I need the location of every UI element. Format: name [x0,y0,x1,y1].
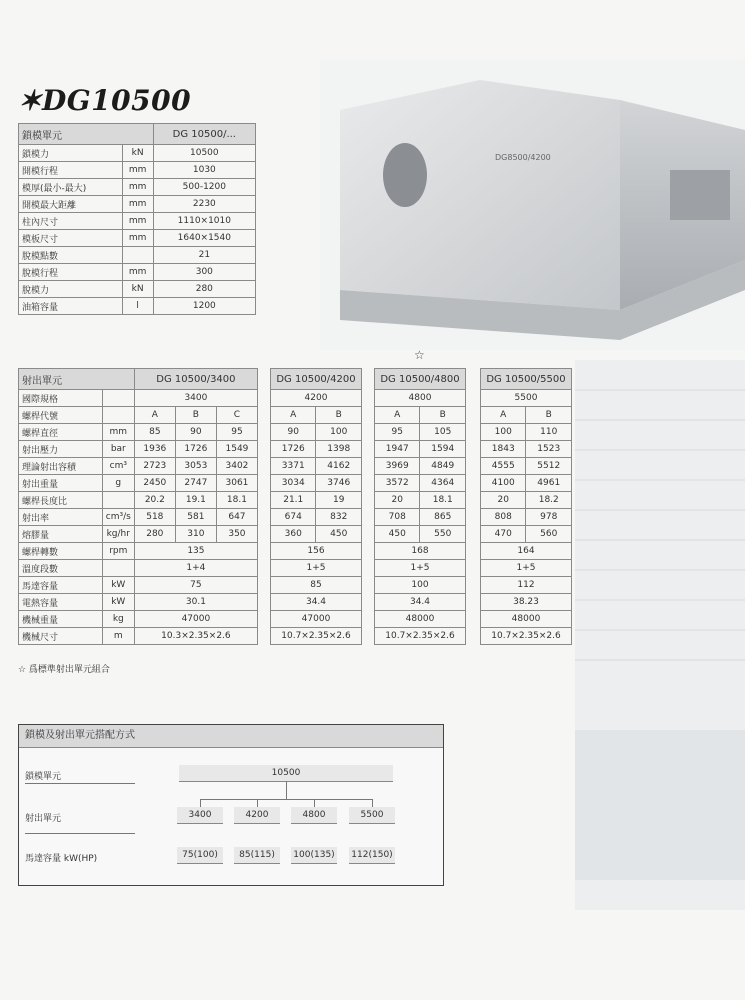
table-row [481,560,572,577]
row-unit: kg/hr [102,526,134,543]
table-row [19,594,258,611]
row-value: 135 [134,543,257,560]
row-unit: cm³/s [102,509,134,526]
table-row [19,526,258,543]
row-value: 470 [481,526,526,543]
row-value: 1726 [175,441,216,458]
row-value: 4555 [481,458,526,475]
row-unit: mm [122,162,153,179]
row-unit: mm [122,196,153,213]
row-label: 開模最大距離 [19,196,123,213]
table-row [19,390,258,407]
row-value: 5500 [481,390,572,407]
row-value: 3034 [271,475,316,492]
row-value: 10.3×2.35×2.6 [134,628,257,645]
row-value: 450 [375,526,420,543]
combo-motor-label: 馬達容量 kW(HP) [25,854,98,864]
row-value: 300 [153,264,255,281]
row-value: 48000 [375,611,466,628]
table-row [271,492,362,509]
table-row [375,390,466,407]
row-label: 螺桿代號 [19,407,103,424]
table-row [481,475,572,492]
row-value: 100 [316,424,362,441]
row-value: 1726 [271,441,316,458]
row-value: 105 [420,424,466,441]
row-value: 20 [481,492,526,509]
row-value: 20.2 [134,492,175,509]
row-unit: rpm [102,543,134,560]
row-unit: cm³ [102,458,134,475]
row-value: 10.7×2.35×2.6 [271,628,362,645]
table-row [375,628,466,645]
table-row [481,492,572,509]
table-row [271,441,362,458]
row-value: 865 [420,509,466,526]
divider [25,833,135,834]
table-row [19,492,258,509]
table-row [481,594,572,611]
table-row [481,424,572,441]
table-row [19,162,256,179]
row-value: A [271,407,316,424]
row-value: 1947 [375,441,420,458]
row-unit [122,247,153,264]
row-value: 3572 [375,475,420,492]
row-unit: mm [122,230,153,247]
row-value: C [216,407,257,424]
row-label: 螺桿長度比 [19,492,103,509]
table-row [375,509,466,526]
table-row [271,458,362,475]
row-value: 1549 [216,441,257,458]
row-value: 95 [375,424,420,441]
row-value: 2450 [134,475,175,492]
row-value: 1398 [316,441,362,458]
table-row [271,424,362,441]
row-value: 75 [134,577,257,594]
table-row [375,458,466,475]
combination-panel [18,724,444,886]
table-row [19,543,258,560]
row-unit: kW [102,594,134,611]
row-value: 10.7×2.35×2.6 [375,628,466,645]
table-row [271,611,362,628]
row-label: 理論射出容積 [19,458,103,475]
row-value: 85 [134,424,175,441]
table-row [19,475,258,492]
machine-photo [320,60,745,350]
machine-label: DG8500/4200 [495,153,551,162]
row-value: 1+5 [375,560,466,577]
row-label: 脫模力 [19,281,123,298]
injection-table-4200 [270,368,362,645]
row-unit: mm [102,424,134,441]
row-value: A [375,407,420,424]
row-value: 1843 [481,441,526,458]
row-value: 1+5 [481,560,572,577]
clamp-table [18,123,256,315]
model-header: DG 10500/5500 [481,369,572,390]
row-value: 3746 [316,475,362,492]
connector [200,799,201,807]
row-unit: kg [102,611,134,628]
row-unit: bar [102,441,134,458]
table-header [19,369,258,390]
table-row [375,560,466,577]
row-label: 電熱容量 [19,594,103,611]
row-label: 馬達容量 [19,577,103,594]
row-value: 500-1200 [153,179,255,196]
model-header: DG 10500/3400 [134,369,257,390]
row-value: 1640×1540 [153,230,255,247]
row-value: 3061 [216,475,257,492]
row-value: 647 [216,509,257,526]
row-value: 708 [375,509,420,526]
table-row [271,594,362,611]
row-unit: kN [122,145,153,162]
connector [286,781,287,799]
faded-background-table [575,360,745,910]
row-value: 4849 [420,458,466,475]
footnote: ☆ 爲標準射出單元組合 [18,665,110,675]
row-label: 機械重量 [19,611,103,628]
connector [372,799,373,807]
combo-motor-value: 112(150) [349,847,395,864]
table-row [19,424,258,441]
row-value: 4100 [481,475,526,492]
row-value: 560 [526,526,572,543]
row-label: 油箱容量 [19,298,123,315]
table-row [375,543,466,560]
row-label: 機械尺寸 [19,628,103,645]
combo-clamp-label: 鎖模單元 [25,772,62,782]
row-label: 模板尺寸 [19,230,123,247]
table-row [19,196,256,213]
table-row [271,509,362,526]
row-label: 國際規格 [19,390,103,407]
row-value: 360 [271,526,316,543]
row-value: 581 [175,509,216,526]
row-value: 34.4 [375,594,466,611]
table-row [375,475,466,492]
table-row [19,247,256,264]
row-unit: mm [122,179,153,196]
table-row [481,458,572,475]
injection-header-label: 射出單元 [19,369,135,390]
row-value: 38.23 [481,594,572,611]
row-value: 1+4 [134,560,257,577]
table-row [19,298,256,315]
table-row [375,407,466,424]
row-value: 34.4 [271,594,362,611]
row-value: 4200 [271,390,362,407]
row-label: 射出壓力 [19,441,103,458]
table-header [375,369,466,390]
row-value: 4961 [526,475,572,492]
row-value: 450 [316,526,362,543]
row-label: 脫模點數 [19,247,123,264]
row-value: 10.7×2.35×2.6 [481,628,572,645]
row-value: 20 [375,492,420,509]
row-value: 47000 [134,611,257,628]
row-label: 螺桿直徑 [19,424,103,441]
row-unit: m [102,628,134,645]
row-unit [102,407,134,424]
row-unit: g [102,475,134,492]
combo-clamp-value: 10500 [179,765,393,782]
table-row [375,594,466,611]
combo-inject-value: 4800 [291,807,337,824]
row-value: 95 [216,424,257,441]
clamp-header-label: 鎖模單元 [19,124,154,145]
table-row [375,611,466,628]
injection-table-4800 [374,368,466,645]
row-value: 1200 [153,298,255,315]
row-value: 832 [316,509,362,526]
row-value: 1936 [134,441,175,458]
table-row [481,407,572,424]
table-row [375,526,466,543]
row-value: 3053 [175,458,216,475]
row-label: 射出重量 [19,475,103,492]
table-row [19,509,258,526]
row-value: 90 [271,424,316,441]
row-value: 3371 [271,458,316,475]
row-value: 3969 [375,458,420,475]
row-value: 808 [481,509,526,526]
row-label: 溫度段數 [19,560,103,577]
combo-motor-value: 85(115) [234,847,280,864]
table-row [271,560,362,577]
row-value: 1+5 [271,560,362,577]
row-label: 熔膠量 [19,526,103,543]
row-value: 47000 [271,611,362,628]
row-unit: mm [122,213,153,230]
row-value: 518 [134,509,175,526]
table-row [19,145,256,162]
row-value: 110 [526,424,572,441]
row-value: 3402 [216,458,257,475]
row-value: 1110×1010 [153,213,255,230]
row-value: 4800 [375,390,466,407]
row-value: 550 [420,526,466,543]
table-row [19,281,256,298]
table-row [19,628,258,645]
table-row [271,577,362,594]
table-row [375,441,466,458]
table-row [481,543,572,560]
row-value: 112 [481,577,572,594]
connector [314,799,315,807]
row-value: 18.1 [216,492,257,509]
row-label: 開模行程 [19,162,123,179]
table-header [481,369,572,390]
table-row [19,407,258,424]
row-value: 19 [316,492,362,509]
row-unit: mm [122,264,153,281]
row-value: 21 [153,247,255,264]
clamp-header-model: DG 10500/... [153,124,255,145]
table-row [375,492,466,509]
table-row [271,543,362,560]
combination-title: 鎖模及射出單元搭配方式 [19,725,443,748]
row-value: 350 [216,526,257,543]
row-value: 2723 [134,458,175,475]
row-value: 100 [375,577,466,594]
row-value: 85 [271,577,362,594]
row-value: A [134,407,175,424]
divider [25,783,135,784]
row-label: 模厚(最小-最大) [19,179,123,196]
table-row [19,264,256,281]
model-title: DG10500 [41,84,192,117]
row-value: 2230 [153,196,255,213]
row-value: 978 [526,509,572,526]
injection-table-5500 [480,368,572,645]
row-label: 螺桿轉數 [19,543,103,560]
model-header: DG 10500/4200 [271,369,362,390]
row-value: 168 [375,543,466,560]
row-label: 柱內尺寸 [19,213,123,230]
row-unit [102,492,134,509]
combo-inject-value: 3400 [177,807,223,824]
row-label: 鎖模力 [19,145,123,162]
row-value: 4162 [316,458,362,475]
table-row [271,628,362,645]
row-value: B [526,407,572,424]
table-row [481,509,572,526]
row-value: 30.1 [134,594,257,611]
row-value: 4364 [420,475,466,492]
table-row [481,526,572,543]
combo-inject-value: 5500 [349,807,395,824]
combo-motor-value: 75(100) [177,847,223,864]
connector [257,799,258,807]
combo-inject-label: 射出單元 [25,814,62,824]
row-value: 3400 [134,390,257,407]
table-row [19,611,258,628]
table-header [271,369,362,390]
table-row [19,560,258,577]
row-value: 48000 [481,611,572,628]
table-row [481,441,572,458]
row-value: 100 [481,424,526,441]
row-unit: l [122,298,153,315]
row-label: 脫模行程 [19,264,123,281]
page-title: ✶DG10500 [18,84,192,117]
table-row [271,526,362,543]
row-value: 5512 [526,458,572,475]
row-value: 310 [175,526,216,543]
row-value: A [481,407,526,424]
row-value: 10500 [153,145,255,162]
row-unit [102,390,134,407]
table-row [19,230,256,247]
table-row [271,407,362,424]
table-row [375,577,466,594]
table-row [375,424,466,441]
connector [200,799,373,800]
combo-motor-value: 100(135) [291,847,337,864]
row-value: B [316,407,362,424]
row-value: 164 [481,543,572,560]
table-row [19,577,258,594]
table-row [481,628,572,645]
row-value: 21.1 [271,492,316,509]
table-row [481,577,572,594]
standard-star-mark: ☆ [414,348,425,362]
row-value: B [420,407,466,424]
row-value: 90 [175,424,216,441]
row-value: 156 [271,543,362,560]
combo-inject-value: 4200 [234,807,280,824]
table-row [481,611,572,628]
row-value: 1594 [420,441,466,458]
row-unit: kW [102,577,134,594]
table-row [19,179,256,196]
table-row [481,390,572,407]
row-value: 280 [153,281,255,298]
row-value: 1030 [153,162,255,179]
row-label: 射出率 [19,509,103,526]
injection-table-3400 [18,368,258,645]
table-row [19,441,258,458]
model-header: DG 10500/4800 [375,369,466,390]
row-value: 2747 [175,475,216,492]
table-row [271,390,362,407]
table-row [19,213,256,230]
row-unit: kN [122,281,153,298]
row-value: 674 [271,509,316,526]
row-value: 18.2 [526,492,572,509]
row-value: B [175,407,216,424]
row-value: 19.1 [175,492,216,509]
table-row [19,458,258,475]
table-row [271,475,362,492]
row-unit [102,560,134,577]
row-value: 1523 [526,441,572,458]
row-value: 280 [134,526,175,543]
row-value: 18.1 [420,492,466,509]
